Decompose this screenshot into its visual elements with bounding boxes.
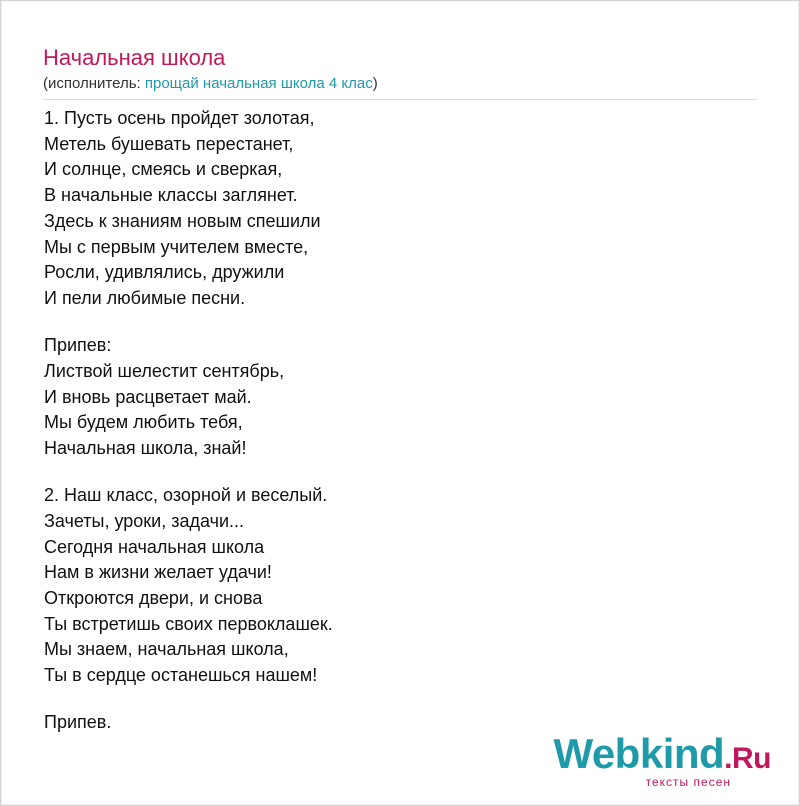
logo-subtitle: тексты песен (645, 775, 731, 789)
song-header (43, 43, 757, 95)
lyric-line: Зачеты, уроки, задачи... (44, 510, 245, 531)
lyric-line: В начальные классы заглянет. (44, 185, 298, 206)
lyric-line-refrain: Припев. (44, 712, 112, 733)
lyrics-text (44, 106, 744, 736)
lyric-line: И пели любимые песни. (44, 287, 246, 308)
song-title: Начальная школа (43, 45, 226, 70)
lyric-line: Ты встретишь своих первоклашек. (44, 613, 333, 634)
stanza-gap (44, 312, 744, 334)
site-logo[interactable] (553, 732, 771, 789)
artist-line (43, 73, 757, 95)
lyric-line: Ты в сердце останешься нашем! (44, 665, 318, 686)
chorus (44, 333, 744, 462)
lyric-line: Сегодня начальная школа (44, 536, 265, 557)
lyric-line: Припев: (44, 335, 112, 356)
verse-2 (44, 483, 744, 689)
artist-suffix: ) (372, 75, 378, 92)
verse-1 (44, 106, 744, 312)
stanza-gap (44, 462, 744, 484)
lyric-line: 2. Наш класс, озорной и веселый. (44, 485, 328, 506)
lyric-line: Мы знаем, начальная школа, (44, 639, 289, 660)
header-divider (43, 99, 757, 100)
logo-main-text: Webkind (553, 730, 725, 777)
lyric-line: Нам в жизни желает удачи! (44, 562, 272, 583)
lyric-line: Начальная школа, знай! (44, 437, 247, 458)
lyric-line: Росли, удивлялись, дружили (44, 262, 285, 283)
lyric-line: Метель бушевать перестанет, (44, 133, 294, 154)
lyric-line: 1. Пусть осень пройдет золотая, (44, 108, 315, 128)
lyric-line: Мы с первым учителем вместе, (44, 236, 309, 257)
lyric-line: И солнце, смеясь и сверкая, (44, 159, 283, 180)
lyric-line: Откроются двери, и снова (44, 587, 263, 608)
logo-wordmark (553, 732, 771, 781)
artist-prefix: (исполнитель: (43, 75, 145, 92)
lyric-line: И вновь расцветает май. (44, 386, 252, 407)
lyric-line: Здесь к знаниям новым спешили (44, 210, 321, 231)
artist-link[interactable]: прощай начальная школа 4 клас (144, 75, 373, 92)
stanza-gap (44, 689, 744, 711)
lyric-line: Листвой шелестит сентябрь, (44, 360, 285, 381)
logo-tld-text: .Ru (724, 742, 771, 775)
lyric-line: Мы будем любить тебя, (44, 412, 243, 433)
